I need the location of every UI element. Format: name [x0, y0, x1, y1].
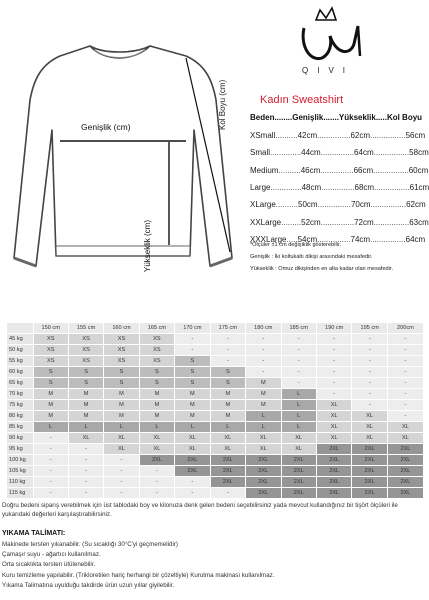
grid-row: [7, 466, 424, 477]
grid-size-cell: L: [210, 422, 245, 433]
grid-size-cell: -: [33, 444, 68, 455]
size-row: [250, 183, 429, 192]
dots: ..............: [270, 182, 302, 192]
grid-size-cell: -: [175, 345, 210, 356]
grid-size-cell: -: [139, 466, 174, 477]
dots: ................: [373, 217, 410, 227]
size-width: 52cm: [301, 217, 321, 227]
size-name: XLarge: [250, 200, 276, 210]
grid-weight-label: 65 kg: [7, 378, 34, 389]
grid-size-cell: XL: [281, 433, 316, 444]
grid-size-cell: 2XL: [352, 477, 387, 488]
grid-size-cell: -: [246, 345, 281, 356]
dots: ..........: [275, 200, 299, 210]
grid-size-cell: L: [281, 422, 316, 433]
grid-size-cell: 2XL: [281, 466, 316, 477]
grid-size-cell: S: [104, 378, 139, 389]
washing-title: YIKAMA TALİMATI:: [2, 530, 66, 537]
grid-size-cell: 2XL: [316, 455, 351, 466]
grid-size-cell: -: [352, 356, 387, 367]
grid-size-cell: XL: [352, 411, 387, 422]
grid-size-cell: 2XL: [210, 477, 245, 488]
grid-size-cell: 2XL: [316, 488, 351, 499]
grid-row: [7, 356, 424, 367]
dots: ...............: [320, 148, 355, 158]
grid-weight-label: 105 kg: [7, 466, 34, 477]
grid-size-cell: M: [139, 389, 174, 400]
grid-size-cell: -: [387, 411, 423, 422]
grid-size-cell: -: [246, 334, 281, 345]
sleeve-label: Kol Boyu (cm): [218, 79, 227, 130]
grid-size-cell: XS: [33, 334, 68, 345]
grid-size-cell: S: [175, 378, 210, 389]
grid-weight-label: 80 kg: [7, 411, 34, 422]
size-note: *Ölçüler ±1 cm değişiklik gösterebilir.: [250, 242, 342, 248]
grid-size-cell: -: [316, 345, 351, 356]
grid-weight-label: 60 kg: [7, 367, 34, 378]
grid-size-cell: XS: [104, 334, 139, 345]
size-width: 46cm: [300, 165, 321, 175]
grid-weight-label: 100 kg: [7, 455, 34, 466]
grid-size-cell: -: [33, 455, 68, 466]
dots: ................: [374, 182, 410, 192]
grid-height-header: 200cm: [387, 323, 423, 334]
size-chart-header: Beden........Genişlik.......Yükseklik.....Kol Boyu: [250, 113, 423, 122]
sweatshirt-diagram: [4, 30, 244, 288]
grid-size-cell: -: [33, 477, 68, 488]
grid-size-cell: -: [352, 367, 387, 378]
grid-size-cell: 2XL: [175, 466, 210, 477]
grid-size-cell: 2XL: [281, 455, 316, 466]
dots: ................: [373, 165, 409, 175]
grid-size-cell: L: [139, 422, 174, 433]
grid-size-cell: S: [175, 356, 210, 367]
grid-size-cell: XS: [104, 356, 139, 367]
size-sleeve: 56cm: [405, 131, 426, 140]
grid-size-cell: S: [210, 378, 245, 389]
size-row: [250, 131, 425, 140]
grid-size-cell: M: [33, 411, 68, 422]
grid-size-cell: XS: [104, 345, 139, 356]
grid-size-cell: -: [246, 367, 281, 378]
grid-size-cell: 2XL: [387, 466, 423, 477]
grid-height-header: 175 cm: [210, 323, 245, 334]
grid-size-cell: L: [33, 422, 68, 433]
grid-size-cell: -: [175, 477, 210, 488]
grid-size-cell: XL: [387, 433, 423, 444]
grid-size-cell: L: [281, 389, 316, 400]
grid-size-cell: XL: [316, 422, 351, 433]
grid-row: [7, 433, 424, 444]
grid-size-cell: M: [33, 389, 68, 400]
grid-weight-label: 75 kg: [7, 400, 34, 411]
size-width: 42cm: [297, 131, 318, 140]
grid-size-cell: XS: [68, 345, 103, 356]
grid-row: [7, 422, 424, 433]
grid-row: [7, 411, 424, 422]
grid-size-cell: XL: [175, 444, 210, 455]
grid-size-cell: -: [316, 356, 351, 367]
dots: ...............: [320, 165, 354, 175]
grid-size-cell: -: [387, 345, 423, 356]
grid-size-cell: XL: [139, 433, 174, 444]
grid-size-cell: 2XL: [210, 455, 245, 466]
grid-size-cell: XL: [352, 433, 387, 444]
size-width: 54cm: [297, 234, 318, 244]
size-name: XSmall: [250, 131, 276, 140]
grid-size-cell: -: [210, 334, 245, 345]
grid-size-cell: M: [175, 400, 210, 411]
grid-row: [7, 444, 424, 455]
grid-size-cell: -: [68, 477, 103, 488]
grid-size-cell: -: [352, 400, 387, 411]
grid-size-cell: 2XL: [175, 455, 210, 466]
dots: ................: [370, 234, 406, 244]
size-height: 62cm: [350, 131, 371, 140]
grid-size-cell: -: [352, 334, 387, 345]
grid-weight-label: 115 kg: [7, 488, 34, 499]
grid-size-cell: 2XL: [210, 466, 245, 477]
grid-size-cell: -: [352, 389, 387, 400]
grid-size-cell: -: [246, 356, 281, 367]
grid-size-cell: -: [352, 345, 387, 356]
grid-size-cell: XL: [210, 433, 245, 444]
width-label: Genişlik (cm): [81, 122, 131, 132]
grid-size-cell: L: [175, 422, 210, 433]
grid-header-row: [7, 323, 424, 334]
size-row: [250, 218, 429, 227]
size-chart-title: Kadın Sweatshirt: [260, 94, 344, 106]
grid-size-cell: XL: [175, 433, 210, 444]
size-height: 68cm: [354, 182, 375, 192]
grid-size-cell: XL: [210, 444, 245, 455]
dots: ...............: [317, 200, 351, 210]
grid-size-cell: XS: [68, 356, 103, 367]
grid-size-cell: -: [387, 334, 423, 345]
grid-size-cell: S: [68, 378, 103, 389]
grid-size-cell: -: [387, 378, 423, 389]
grid-size-cell: -: [68, 455, 103, 466]
grid-size-cell: -: [68, 488, 103, 499]
size-sleeve: 60cm: [408, 165, 429, 175]
grid-weight-label: 70 kg: [7, 389, 34, 400]
grid-size-cell: -: [104, 488, 139, 499]
grid-size-cell: XL: [316, 400, 351, 411]
grid-row: [7, 334, 424, 345]
grid-size-cell: 2XL: [316, 477, 351, 488]
size-height: 70cm: [350, 200, 371, 210]
fit-instructions: Doğru bedeni siparış verebilmek için üst tablodaki boy ve kilonuza denk gelen bedeni seçebilirsiniz yada mevcut kullandığınız bir tişört ölçüleri ile yukarıdaki değerleri karşılaştırabilirsiniz.: [2, 502, 398, 518]
grid-size-cell: M: [175, 389, 210, 400]
dots: ..........: [275, 131, 298, 140]
size-height: 64cm: [354, 148, 374, 158]
dots: ...............: [317, 131, 351, 140]
size-sleeve: 61cm: [409, 182, 429, 192]
grid-corner: [7, 323, 34, 334]
grid-size-cell: 2XL: [246, 488, 281, 499]
size-sleeve: 64cm: [405, 234, 426, 244]
grid-height-header: 195 cm: [352, 323, 387, 334]
grid-size-cell: M: [210, 400, 245, 411]
grid-size-cell: -: [387, 367, 423, 378]
grid-size-cell: 2XL: [387, 455, 423, 466]
washing-instruction: Çamaşır suyu - ağartıcı kullanılmaz.: [2, 551, 101, 559]
grid-size-cell: -: [33, 466, 68, 477]
grid-size-cell: XL: [68, 433, 103, 444]
dots: ...............: [320, 217, 355, 227]
grid-size-cell: -: [68, 444, 103, 455]
grid-size-cell: S: [33, 367, 68, 378]
grid-height-header: 155 cm: [68, 323, 103, 334]
size-row: [250, 200, 426, 209]
grid-size-cell: -: [387, 400, 423, 411]
dots: ................: [370, 131, 406, 140]
grid-row: [7, 389, 424, 400]
grid-size-cell: -: [387, 356, 423, 367]
grid-size-cell: L: [246, 411, 281, 422]
grid-size-cell: -: [281, 356, 316, 367]
grid-size-cell: L: [281, 400, 316, 411]
grid-size-cell: M: [68, 389, 103, 400]
height-label: Yükseklik (cm): [143, 219, 152, 272]
washing-instruction: Orta sıcaklıkta tersten ütülenebilir.: [2, 561, 96, 569]
washing-instruction: Makinede tersten yıkanabilir. (Su sıcaklığı 30°C'yi geçmemelidir): [2, 541, 178, 548]
grid-size-cell: XS: [139, 334, 174, 345]
grid-size-cell: -: [316, 367, 351, 378]
size-name: Large: [250, 182, 271, 192]
grid-size-cell: XL: [139, 444, 174, 455]
grid-weight-label: 110 kg: [7, 477, 34, 488]
grid-size-cell: L: [104, 422, 139, 433]
grid-size-cell: -: [210, 345, 245, 356]
grid-size-cell: -: [281, 378, 316, 389]
grid-size-cell: L: [68, 422, 103, 433]
grid-size-cell: M: [104, 400, 139, 411]
grid-size-cell: XS: [33, 345, 68, 356]
grid-size-cell: -: [104, 477, 139, 488]
grid-size-cell: XL: [316, 411, 351, 422]
grid-size-cell: 2XL: [246, 455, 281, 466]
grid-size-cell: 2XL: [281, 477, 316, 488]
grid-size-cell: -: [387, 389, 423, 400]
grid-size-cell: 2XL: [316, 444, 351, 455]
grid-row: [7, 367, 424, 378]
size-name: Small: [250, 148, 271, 158]
grid-size-cell: S: [139, 378, 174, 389]
grid-size-cell: -: [33, 488, 68, 499]
grid-size-cell: -: [104, 466, 139, 477]
grid-size-cell: 2XL: [352, 488, 387, 499]
washing-instruction: Yıkama Talimatına uyulduğu takdirde ürün uzun yıllar giyilebilir.: [2, 581, 175, 589]
grid-size-cell: 2XL: [281, 488, 316, 499]
grid-size-cell: -: [281, 367, 316, 378]
grid-size-cell: M: [210, 389, 245, 400]
grid-size-cell: XL: [281, 444, 316, 455]
grid-size-cell: -: [139, 488, 174, 499]
grid-size-cell: XS: [33, 356, 68, 367]
size-name: Medium: [250, 165, 279, 175]
grid-size-cell: 2XL: [316, 466, 351, 477]
grid-size-cell: XS: [68, 334, 103, 345]
dots: ................: [370, 200, 407, 210]
grid-row: [7, 400, 424, 411]
grid-height-header: 160 cm: [104, 323, 139, 334]
grid-size-cell: 2XL: [246, 466, 281, 477]
dots: ..........: [278, 165, 301, 175]
grid-size-cell: -: [175, 488, 210, 499]
grid-size-cell: -: [139, 477, 174, 488]
grid-weight-label: 55 kg: [7, 356, 34, 367]
size-note: Yükseklik : Omuz dikişinden en alta kadar olan mesafedir.: [250, 266, 394, 272]
grid-size-cell: -: [104, 455, 139, 466]
grid-row: [7, 455, 424, 466]
grid-size-cell: -: [210, 488, 245, 499]
grid-size-cell: M: [104, 411, 139, 422]
grid-size-cell: -: [316, 334, 351, 345]
grid-size-cell: 2XL: [352, 466, 387, 477]
grid-size-cell: -: [175, 334, 210, 345]
grid-height-header: 185 cm: [281, 323, 316, 334]
grid-height-header: 180 cm: [246, 323, 281, 334]
grid-size-cell: 2XL: [352, 444, 387, 455]
size-sleeve: 63cm: [409, 217, 429, 227]
grid-size-cell: M: [68, 400, 103, 411]
grid-size-cell: XL: [316, 433, 351, 444]
grid-size-cell: M: [246, 378, 281, 389]
grid-size-cell: 2XL: [139, 455, 174, 466]
grid-size-cell: M: [104, 389, 139, 400]
grid-size-cell: -: [68, 466, 103, 477]
grid-size-cell: XS: [139, 345, 174, 356]
grid-size-cell: XL: [352, 422, 387, 433]
grid-row: [7, 345, 424, 356]
size-row: [250, 148, 429, 157]
brand-name: QIVI: [302, 66, 355, 75]
grid-size-cell: M: [175, 411, 210, 422]
grid-size-cell: XS: [139, 356, 174, 367]
size-width: 50cm: [298, 200, 318, 210]
size-sleeve: 58cm: [409, 148, 429, 158]
size-height: 66cm: [353, 165, 374, 175]
grid-size-cell: -: [281, 345, 316, 356]
grid-size-cell: 2XL: [387, 444, 423, 455]
size-width: 44cm: [301, 148, 321, 158]
grid-height-header: 170 cm: [175, 323, 210, 334]
grid-size-cell: S: [210, 367, 245, 378]
grid-size-cell: M: [246, 400, 281, 411]
grid-size-cell: M: [246, 389, 281, 400]
dots: .........: [281, 217, 302, 227]
grid-weight-label: 50 kg: [7, 345, 34, 356]
grid-weight-label: 85 kg: [7, 422, 34, 433]
dots: ................: [373, 148, 410, 158]
grid-size-cell: XL: [246, 444, 281, 455]
grid-row: [7, 378, 424, 389]
grid-size-cell: M: [210, 411, 245, 422]
grid-size-cell: -: [316, 389, 351, 400]
dots: ..............: [270, 148, 302, 158]
size-height: 72cm: [354, 217, 374, 227]
grid-size-cell: L: [281, 411, 316, 422]
grid-size-cell: XL: [387, 422, 423, 433]
grid-weight-label: 95 kg: [7, 444, 34, 455]
grid-size-cell: M: [68, 411, 103, 422]
size-sleeve: 62cm: [406, 200, 426, 210]
grid-height-header: 150 cm: [33, 323, 68, 334]
grid-size-cell: 2XL: [387, 477, 423, 488]
size-name: XXLarge: [250, 217, 282, 227]
washing-instruction: Kuru temizleme yapılabilir. (Trikloretilen hariç herhangi bir çözeltiyle) Kurutma makinası kullanılmaz.: [2, 571, 275, 579]
grid-size-cell: M: [139, 400, 174, 411]
grid-size-cell: -: [316, 378, 351, 389]
grid-size-cell: -: [352, 378, 387, 389]
grid-height-header: 165 cm: [139, 323, 174, 334]
dots: ...............: [321, 182, 355, 192]
grid-size-cell: 2XL: [246, 477, 281, 488]
grid-size-cell: -: [210, 356, 245, 367]
grid-weight-label: 90 kg: [7, 433, 34, 444]
grid-row: [7, 477, 424, 488]
dots: .....: [286, 234, 298, 244]
grid-size-cell: S: [139, 367, 174, 378]
grid-size-cell: 2XL: [387, 488, 423, 499]
grid-weight-label: 45 kg: [7, 334, 34, 345]
size-height: 74cm: [350, 234, 371, 244]
grid-size-cell: S: [68, 367, 103, 378]
size-name: XXXLarge: [250, 234, 287, 244]
size-grid-table: [6, 322, 424, 499]
grid-row: [7, 488, 424, 499]
grid-size-cell: -: [33, 433, 68, 444]
grid-size-cell: S: [104, 367, 139, 378]
grid-size-cell: XL: [104, 444, 139, 455]
size-row: [250, 166, 428, 175]
dots: ...............: [317, 234, 351, 244]
grid-height-header: 190 cm: [316, 323, 351, 334]
grid-size-cell: XL: [246, 433, 281, 444]
size-note: Genişlik : İki koltukaltı dikişi arasındaki mesafedir.: [250, 254, 373, 260]
grid-size-cell: M: [33, 400, 68, 411]
grid-size-cell: XL: [104, 433, 139, 444]
grid-size-cell: L: [246, 422, 281, 433]
grid-size-cell: M: [139, 411, 174, 422]
grid-size-cell: S: [175, 367, 210, 378]
grid-size-cell: 2XL: [352, 455, 387, 466]
grid-size-cell: S: [33, 378, 68, 389]
size-width: 48cm: [301, 182, 322, 192]
grid-size-cell: -: [281, 334, 316, 345]
